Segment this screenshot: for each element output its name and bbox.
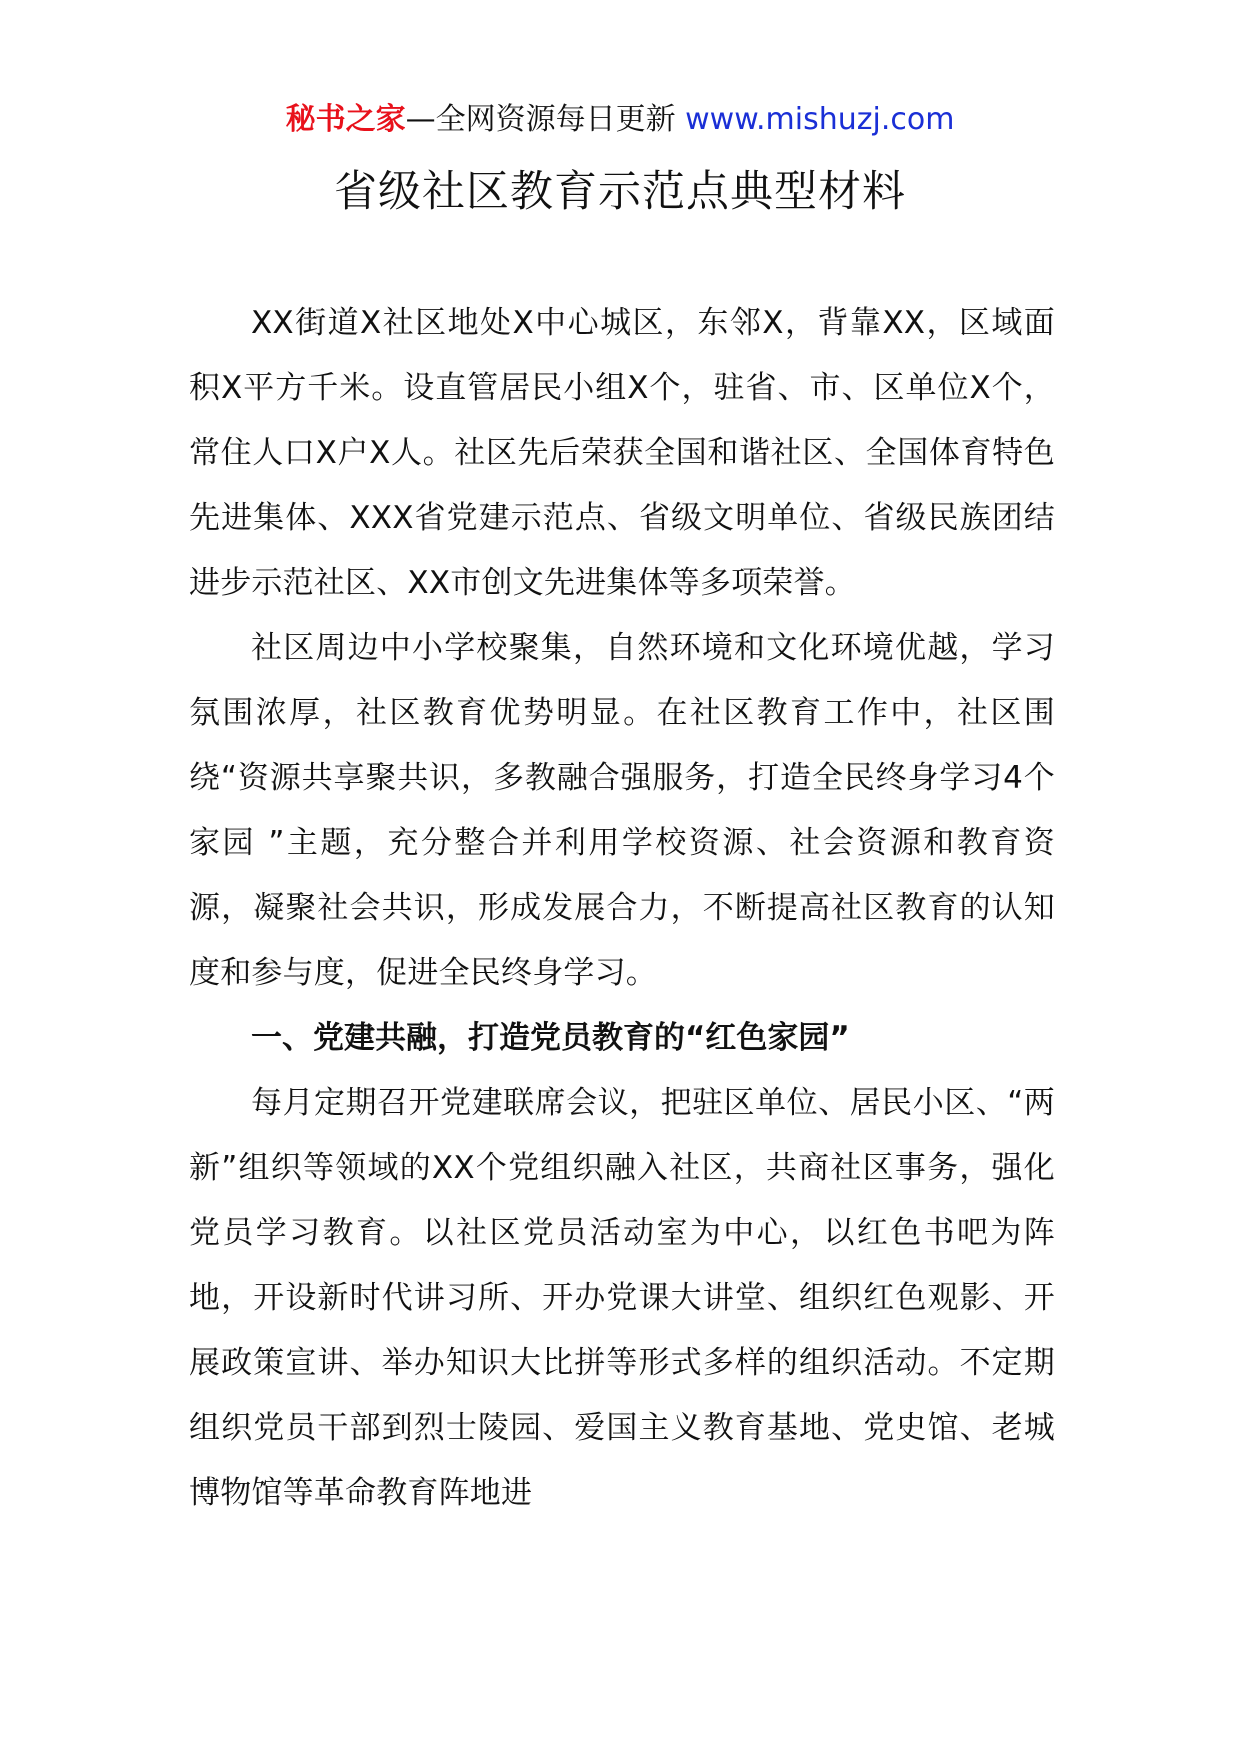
- brand-name: 秘书之家: [285, 102, 406, 137]
- header-tagline: —全网资源每日更新: [405, 102, 686, 137]
- site-header: [0, 100, 1240, 140]
- site-url-link[interactable]: www.mishuzj.com: [685, 102, 955, 137]
- document-body: [189, 291, 1055, 1526]
- paragraph-overview: 社区周边中小学校聚集，自然环境和文化环境优越，学习氛围浓厚，社区教育优势明显。在社区教育工作中，社区围绕“资源共享聚共识，多教融合强服务，打造全民终身学习4个家园 ”主题，充分整合并利用学校资源、社会资源和教育资源，凝聚社会共识，形成发展合力，不断提高社区教育的认知度和参与度，促进全民终身学习。: [189, 630, 1055, 991]
- document-title: 省级社区教育示范点典型材料: [334, 167, 906, 217]
- paragraph-intro: XX街道X社区地处X中心城区，东邻X，背靠XX，区域面积X平方千米。设直管居民小组X个，驻省、市、区单位X个，常住人口X户X人。社区先后荣获全国和谐社区、全国体育特色先进集体、XXX省党建示范点、省级文明单位、省级民族团结进步示范社区、XX市创文先进集体等多项荣誉。: [189, 305, 1055, 601]
- section-heading-1: 一、党建共融，打造党员教育的“红色家园”: [251, 1020, 850, 1056]
- section-paragraph-1: 每月定期召开党建联席会议，把驻区单位、居民小区、“两新”组织等领域的XX个党组织融入社区，共商社区事务，强化党员学习教育。以社区党员活动室为中心，以红色书吧为阵地，开设新时代讲习所、开办党课大讲堂、组织红色观影、开展政策宣讲、举办知识大比拼等形式多样的组织活动。不定期组织党员干部到烈士陵园、爱国主义教育基地、党史馆、老城博物馆等革命教育阵地进: [189, 1085, 1055, 1511]
